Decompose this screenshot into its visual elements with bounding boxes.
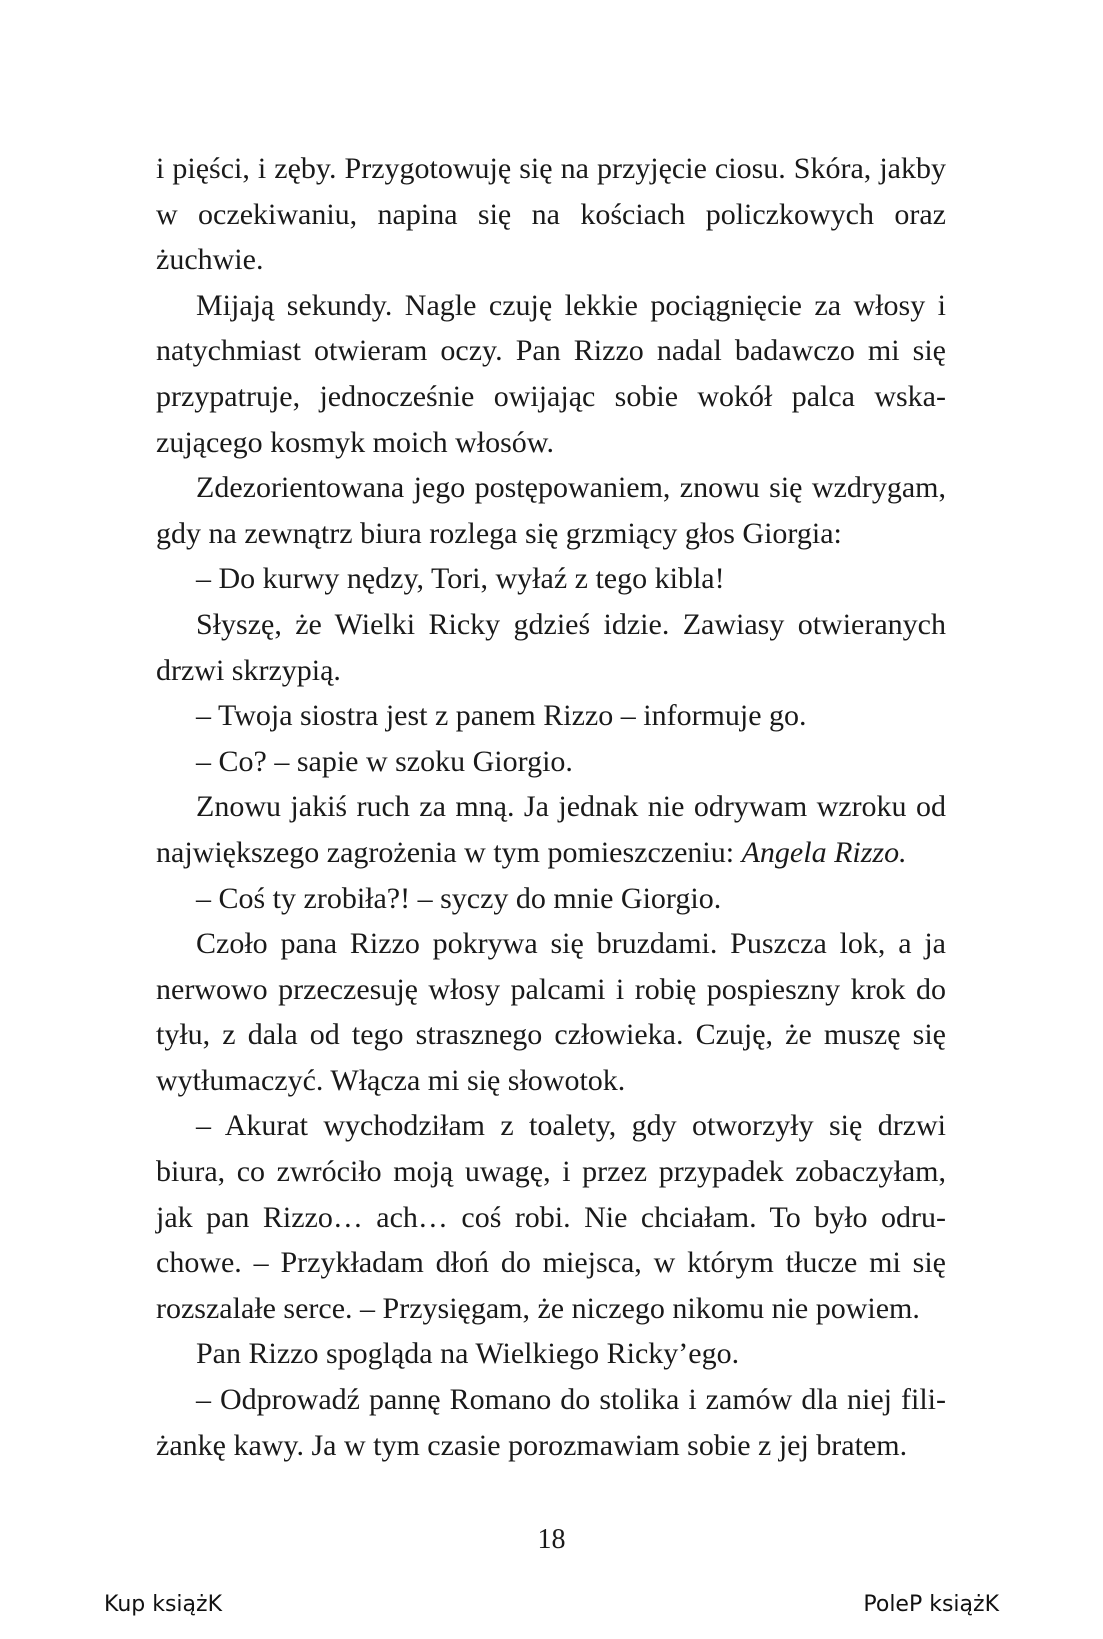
recommend-book-link[interactable]: PoleP książK [863, 1592, 999, 1617]
paragraph: – Odprowadź pannę Romano do stolika i zamów dla niej filiżankę kawy. Ja w tym czasie porozmawiam sobie z jej bratem. [156, 1383, 946, 1462]
paragraph: Pan Rizzo spogląda na Wielkiego Ricky’ego. [196, 1337, 740, 1371]
paragraph: Zdezorientowana jego postępowaniem, znowu się wzdrygam, gdy na zewnątrz biura rozlega się grzmiący głos Giorgia: [156, 471, 946, 550]
paragraph: i pięści, i zęby. Przygotowuję się na przyjęcie ciosu. Skóra, jakby w oczekiwaniu, napina się na kościach policzkowych oraz żuchwie. [156, 152, 946, 277]
paragraph: – Twoja siostra jest z panem Rizzo – informuje go. [196, 699, 807, 733]
emphasized-name: Angela Rizzo. [741, 835, 907, 869]
buy-book-link[interactable]: Kup książK [104, 1592, 223, 1617]
paragraph: Słyszę, że Wielki Ricky gdzieś idzie. Zawiasy otwieranych drzwi skrzypią. [156, 607, 946, 687]
paragraph: Mijają sekundy. Nagle czuję lekkie pociągnięcie za włosy i natychmiast otwieram oczy. Pan Rizzo nadal badawczo mi się przypatruje, jednocześnie owijając sobie wokół palca wskazującego kosmyk moich włosów. [156, 288, 946, 459]
paragraph: – Co? – sapie w szoku Giorgio. [196, 744, 573, 778]
paragraph: – Akurat wychodziłam z toalety, gdy otworzyły się drzwi biura, co zwróciło moją uwagę, i przez przypadek zobaczyłam, jak pan Rizzo… ach… coś robi. Nie chciałam. To było odruchowe. – Przykładam dłoń do miejsca, w którym tłucze mi się rozszalałe serce. – Przysięgam, że niczego nikomu nie powiem. [156, 1109, 946, 1325]
body-text [156, 146, 946, 1468]
paragraph: Czoło pana Rizzo pokrywa się bruzdami. Puszcza lok, a ja nerwowo przeczesuję włosy palcami i robię pospieszny krok do tyłu, z dala od tego strasznego człowieka. Czuję, że muszę się wytłumaczyć. Włącza mi się słowotok. [156, 927, 946, 1097]
paragraph-with-emphasis [156, 784, 946, 875]
paragraph: – Do kurwy nędzy, Tori, wyłaź z tego kibla! [196, 562, 725, 596]
page-number: 18 [537, 1524, 566, 1555]
paragraph: – Coś ty zrobiła?! – syczy do mnie Giorgio. [196, 881, 722, 915]
paragraph-text: Znowu jakiś ruch za mną. Ja jednak nie odrywam wzroku od największego zagrożenia w tym pomieszczeniu: [156, 790, 946, 869]
